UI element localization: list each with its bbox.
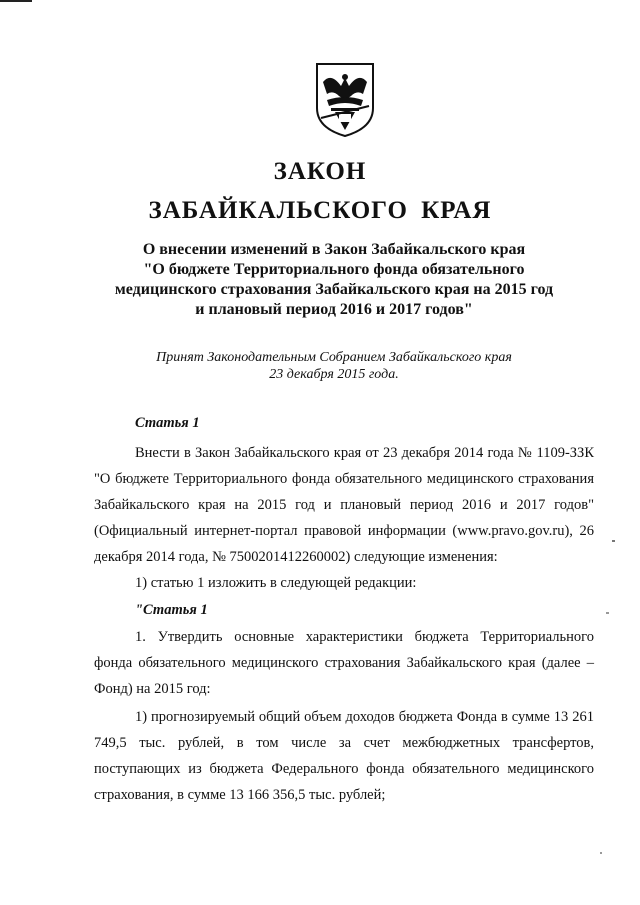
adoption-note	[60, 349, 608, 383]
quoted-article-heading: "Статья 1	[135, 602, 208, 618]
article-heading: Статья 1	[135, 415, 200, 431]
scan-artifact	[612, 540, 615, 542]
coat-of-arms-icon	[313, 60, 377, 138]
clause-paragraph: 1. Утвердить основные характеристики бюджета Территориального фонда обязательного медицинского страхования Забайкальского края (далее – Фонд) на 2015 год:	[94, 629, 594, 697]
scan-artifact	[606, 612, 609, 614]
scan-artifact	[600, 852, 602, 854]
law-region-title: ЗАБАЙКАЛЬСКОГО КРАЯ	[148, 197, 492, 224]
scan-artifact	[0, 0, 32, 2]
subtitle-line: медицинского страхования Забайкальского края на 2015 год	[114, 281, 554, 298]
item-paragraph: 1) статью 1 изложить в следующей редакции:	[135, 575, 417, 591]
intro-paragraph: Внести в Закон Забайкальского края от 23 декабря 2014 года № 1109-ЗЗК "О бюджете Территориального фонда обязательного медицинского страхования Забайкальского края на 2015 год и плановый период 2016 и 2017 годов" (Официальный интернет-портал правовой информации (www.pravo.gov.ru), 26 декабря 2014 года, № 7500201412260002) следующие изменения:	[94, 445, 594, 565]
subtitle-line: "О бюджете Территориального фонда обязательного	[143, 261, 525, 278]
law-subtitle	[60, 240, 608, 320]
law-title: ЗАКОН	[273, 158, 367, 185]
subtitle-line: О внесении изменений в Закон Забайкальского края	[142, 241, 526, 258]
adoption-line: Принят Законодательным Собранием Забайкальского края	[156, 350, 512, 365]
subtitle-line: и плановый период 2016 и 2017 годов"	[195, 301, 473, 318]
adoption-date: 23 декабря 2015 года.	[269, 367, 399, 382]
subclause-paragraph: 1) прогнозируемый общий объем доходов бюджета Фонда в сумме 13 261 749,5 тыс. рублей, в том числе за счет межбюджетных трансфертов, поступающих из бюджета Федерального фонда обязательного медицинского страхования, в сумме 13 166 356,5 тыс. рублей;	[94, 709, 594, 803]
